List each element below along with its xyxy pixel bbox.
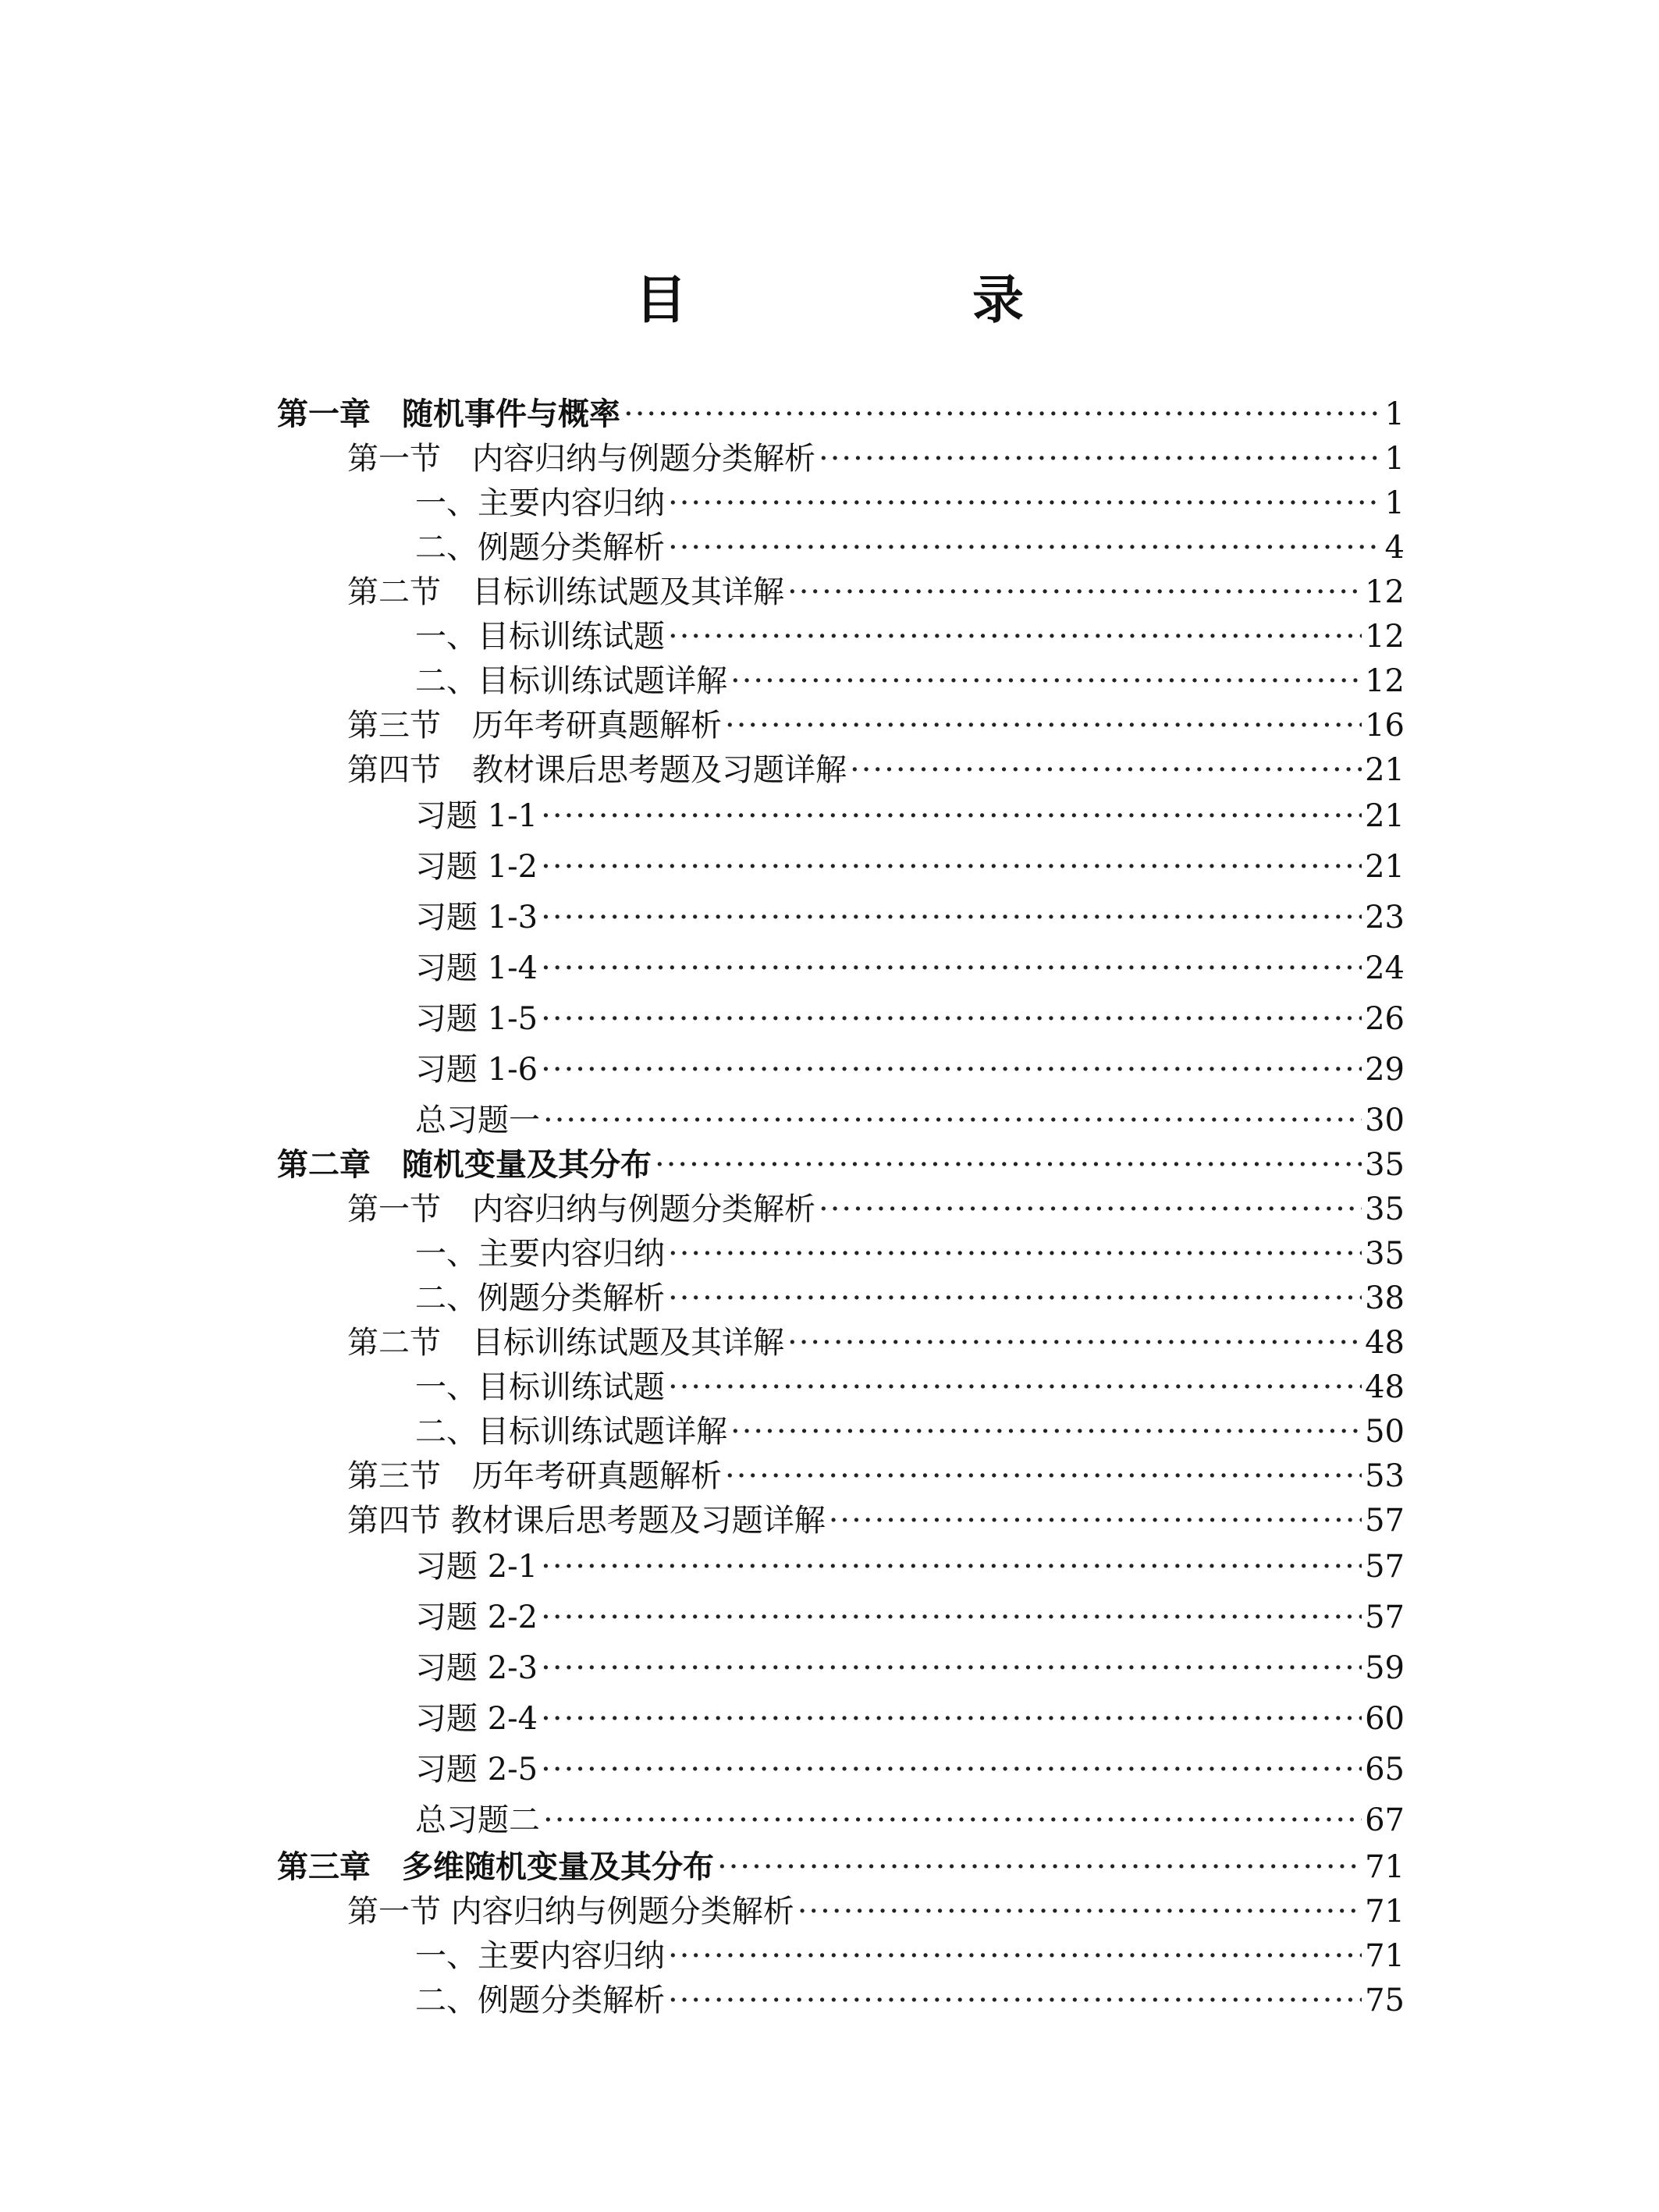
page-title: 目 录 [635,270,1141,330]
toc-page-number: 59 [1365,1650,1405,1686]
toc-subsection-entry [415,1410,1405,1454]
toc-entry-label: 习题 1-2 [415,849,538,885]
toc-dot-leader [819,1188,1362,1231]
toc-page-number: 21 [1365,798,1405,834]
toc-page-number: 29 [1365,1052,1405,1088]
toc-dot-leader [829,1499,1362,1543]
toc-page-number: 23 [1365,900,1405,936]
toc-subsection-entry [415,659,1405,703]
toc-section-entry [347,1454,1405,1498]
toc-subsection-entry [415,946,1405,990]
toc-entry-label: 第一节 内容归纳与例题分类解析 [347,1191,815,1227]
toc-page-number: 26 [1365,1001,1405,1037]
toc-chapter-entry [277,1845,1405,1889]
toc-subsection-entry [415,1048,1405,1092]
toc-page-number: 67 [1365,1802,1405,1838]
toc-entry-label: 习题 1-5 [415,1001,538,1037]
toc-page-number: 21 [1365,752,1405,788]
toc-subsection-entry [415,896,1405,939]
toc-dot-leader [541,1048,1362,1092]
toc-dot-leader [717,1845,1362,1889]
toc-dot-leader [730,659,1362,703]
toc-entry-label: 第一章 随机事件与概率 [277,396,620,432]
toc-entry-label: 习题 2-5 [415,1752,538,1788]
toc-page-number: 71 [1365,1894,1405,1930]
toc-entry-label: 第二章 随机变量及其分布 [277,1147,652,1183]
toc-dot-leader [668,1276,1362,1320]
toc-page-number: 35 [1365,1191,1405,1227]
toc-dot-leader [541,896,1362,939]
toc-entry-label: 第四节 教材课后思考题及习题详解 [347,752,847,788]
toc-entry-label: 二、目标训练试题详解 [415,663,727,699]
toc-page-number: 21 [1365,849,1405,885]
toc-dot-leader [668,1232,1362,1276]
toc-section-entry [347,704,1405,747]
toc-dot-leader [541,1748,1362,1791]
toc-page-number: 1 [1384,396,1405,432]
toc-section-entry [347,1499,1405,1543]
toc-dot-leader [668,481,1382,525]
toc-dot-leader [541,1646,1362,1690]
toc-entry-label: 习题 2-1 [415,1549,538,1585]
toc-dot-leader [543,1099,1362,1142]
toc-subsection-entry [415,1798,1405,1842]
toc-entry-label: 第三节 历年考研真题解析 [347,1458,722,1494]
toc-entry-label: 习题 2-2 [415,1600,538,1635]
toc-chapter-entry [277,1143,1405,1187]
toc-chapter-entry [277,392,1405,436]
toc-subsection-entry [415,1748,1405,1791]
toc-section-entry [347,570,1405,614]
toc-page-number: 65 [1365,1752,1405,1788]
toc-subsection-entry [415,1596,1405,1639]
toc-subsection-entry [415,794,1405,838]
toc-page-number: 35 [1365,1147,1405,1183]
toc-page-number: 53 [1365,1458,1405,1494]
toc-dot-leader [668,526,1382,570]
toc-entry-label: 习题 1-6 [415,1052,538,1088]
toc-dot-leader [541,946,1362,990]
toc-section-entry [347,748,1405,792]
toc-entry-label: 一、主要内容归纳 [415,1938,665,1974]
toc-subsection-entry [415,526,1405,570]
toc-subsection-entry [415,1545,1405,1589]
toc-entry-label: 一、主要内容归纳 [415,1236,665,1272]
toc-entry-label: 习题 2-4 [415,1701,538,1737]
toc-page-number: 60 [1365,1701,1405,1737]
toc-entry-label: 二、例题分类解析 [415,1983,665,2018]
toc-entry-label: 习题 1-4 [415,950,538,986]
toc-page-number: 24 [1365,950,1405,986]
toc-entry-label: 一、目标训练试题 [415,1369,665,1405]
toc-page-number: 48 [1365,1369,1405,1405]
toc-page-number: 35 [1365,1236,1405,1272]
toc-dot-leader [730,1410,1362,1454]
toc-dot-leader [541,997,1362,1041]
toc-entry-label: 习题 2-3 [415,1650,538,1686]
toc-page-number: 57 [1365,1549,1405,1585]
toc-page-number: 30 [1365,1102,1405,1138]
toc-page-number: 16 [1365,708,1405,744]
toc-page-number: 50 [1365,1414,1405,1450]
toc-page-number: 48 [1365,1325,1405,1361]
toc-dot-leader [725,1454,1362,1498]
toc-entry-label: 第二节 目标训练试题及其详解 [347,574,784,610]
toc-entry-label: 第三节 历年考研真题解析 [347,708,722,744]
toc-subsection-entry [415,615,1405,659]
toc-dot-leader [725,704,1362,747]
toc-entry-label: 一、目标训练试题 [415,619,665,655]
toc-page-number: 57 [1365,1600,1405,1635]
toc-section-entry [347,1321,1405,1365]
toc-dot-leader [668,615,1362,659]
toc-entry-label: 第三章 多维随机变量及其分布 [277,1849,714,1885]
toc-dot-leader [668,1934,1362,1978]
toc-entry-label: 二、例题分类解析 [415,530,665,566]
toc-entry-label: 总习题二 [415,1802,540,1838]
toc-dot-leader [623,392,1382,436]
toc-entry-label: 习题 1-3 [415,900,538,936]
toc-page-number: 57 [1365,1503,1405,1539]
toc-subsection-entry [415,1276,1405,1320]
toc-subsection-entry [415,1697,1405,1741]
toc-section-entry [347,437,1405,481]
toc-subsection-entry [415,1646,1405,1690]
toc-page-number: 71 [1365,1849,1405,1885]
toc-entry-label: 第一节 内容归纳与例题分类解析 [347,1894,794,1930]
toc-dot-leader [668,1979,1362,2022]
toc-dot-leader [787,570,1362,614]
toc-subsection-entry [415,845,1405,889]
toc-subsection-entry [415,481,1405,525]
toc-subsection-entry [415,997,1405,1041]
toc-entry-label: 总习题一 [415,1102,540,1138]
toc-page-number: 1 [1384,485,1405,521]
toc-subsection-entry [415,1365,1405,1409]
toc-dot-leader [668,1365,1362,1409]
toc-dot-leader [541,1545,1362,1589]
toc-page-number: 12 [1365,663,1405,699]
toc-subsection-entry [415,1934,1405,1978]
toc-subsection-entry [415,1979,1405,2022]
toc-entry-label: 第二节 目标训练试题及其详解 [347,1325,784,1361]
toc-entry-label: 第一节 内容归纳与例题分类解析 [347,441,815,477]
toc-entry-label: 习题 1-1 [415,798,538,834]
toc-page-number: 75 [1365,1983,1405,2018]
toc-dot-leader [655,1143,1362,1187]
toc-section-entry [347,1890,1405,1933]
toc-entry-label: 二、目标训练试题详解 [415,1414,727,1450]
toc-entry-label: 一、主要内容归纳 [415,485,665,521]
toc-dot-leader [787,1321,1362,1365]
toc-dot-leader [541,794,1362,838]
toc-dot-leader [541,1596,1362,1639]
toc-dot-leader [543,1798,1362,1842]
toc-dot-leader [541,1697,1362,1741]
toc-page-number: 12 [1365,574,1405,610]
toc-dot-leader [798,1890,1362,1933]
toc-entry-label: 二、例题分类解析 [415,1280,665,1316]
toc-dot-leader [819,437,1382,481]
toc-page-number: 1 [1384,441,1405,477]
toc-dot-leader [541,845,1362,889]
toc-page-number: 38 [1365,1280,1405,1316]
toc-entry-label: 第四节 教材课后思考题及习题详解 [347,1503,826,1539]
toc-subsection-entry [415,1099,1405,1142]
toc-page-number: 4 [1384,530,1405,566]
toc-subsection-entry [415,1232,1405,1276]
toc-section-entry [347,1188,1405,1231]
toc-page-number: 12 [1365,619,1405,655]
toc-dot-leader [850,748,1362,792]
toc-page-number: 71 [1365,1938,1405,1974]
